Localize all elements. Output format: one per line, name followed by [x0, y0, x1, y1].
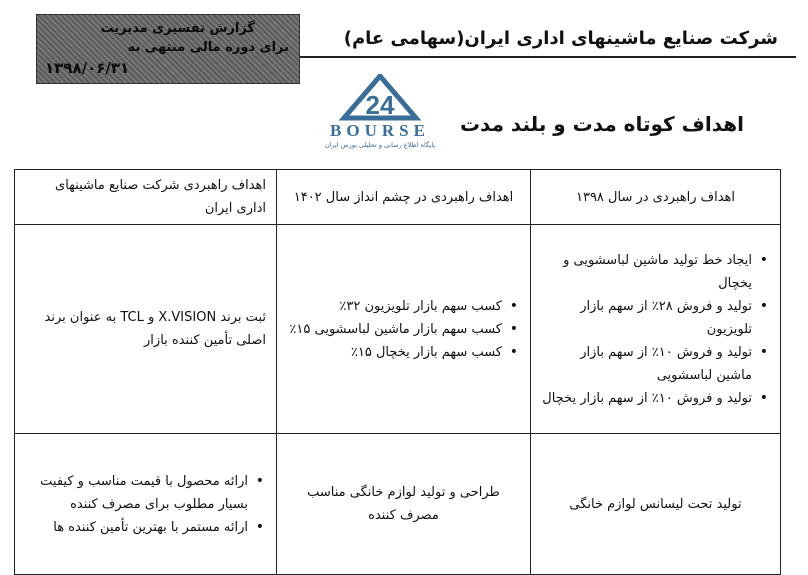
logo-number: 24 [365, 90, 395, 120]
bourse-logo-icon [298, 74, 462, 124]
header-goals-1398: اهداف راهبردی در سال ۱۳۹۸ [531, 170, 781, 225]
list-item: • تولید و فروش ۱۰٪ از سهم بازار یخچال [541, 387, 752, 410]
table-row [15, 434, 781, 575]
company-title: شرکت صنایع ماشینهای اداری ایران(سهامی عام) [343, 28, 778, 49]
header-divider [300, 56, 796, 58]
cell-1402-market [277, 225, 531, 434]
table-header-row [15, 170, 781, 225]
logo-subtitle: پایگاه اطلاع رسانی و تحلیلی بورس ایران [324, 141, 436, 149]
header-company-goals: اهداف راهبردی شرکت صنایع ماشینهای اداری ایران [15, 170, 277, 225]
cell-1398-market [531, 225, 781, 434]
logo-word: BOURSE [330, 121, 430, 140]
list-item: • کسب سهم بازار ماشین لباسشویی ۱۵٪ [287, 318, 502, 341]
list-item: • ارائه محصول با قیمت مناسب و کیفیت بسیار مطلوب برای مصرف کننده [37, 470, 248, 516]
report-title-line: گزارش تفسیری مدیریت [100, 21, 255, 36]
cell-1398-license: تولید تحت لیسانس لوازم خانگی [531, 434, 781, 575]
cell-1402-design: طراحی و تولید لوازم خانگی مناسب مصرف کننده [277, 434, 531, 575]
goals-table [14, 169, 781, 575]
report-period-stamp [36, 14, 300, 84]
bourse-logo [298, 74, 462, 156]
report-date-line: ۱۳۹۸/۰۶/۳۱ [45, 59, 130, 77]
cell-company-offer [15, 434, 277, 575]
header-goals-1402: اهداف راهبردی در چشم انداز سال ۱۴۰۲ [277, 170, 531, 225]
report-period-line: برای دوره مالی منتهی به [127, 40, 289, 55]
list-item: • کسب سهم بازار تلویزیون ۳۲٪ [287, 295, 502, 318]
table-row [15, 225, 781, 434]
section-title: اهداف کوتاه مدت و بلند مدت [459, 112, 744, 136]
list-item: • کسب سهم بازار یخچال ۱۵٪ [287, 341, 502, 364]
list-item: • ایجاد خط تولید ماشین لباسشویی و یخچال [541, 249, 752, 295]
list-item: • تولید و فروش ۱۰٪ از سهم بازار ماشین لباسشویی [541, 341, 752, 387]
list-item: • تولید و فروش ۲۸٪ از سهم بازار تلویزیون [541, 295, 752, 341]
list-item: • ارائه مستمر با بهترین تأمین کننده ها [37, 516, 248, 539]
cell-company-brand: ثبت برند X.VISION و TCL به عنوان برند اصلی تأمین کننده بازار [15, 225, 277, 434]
